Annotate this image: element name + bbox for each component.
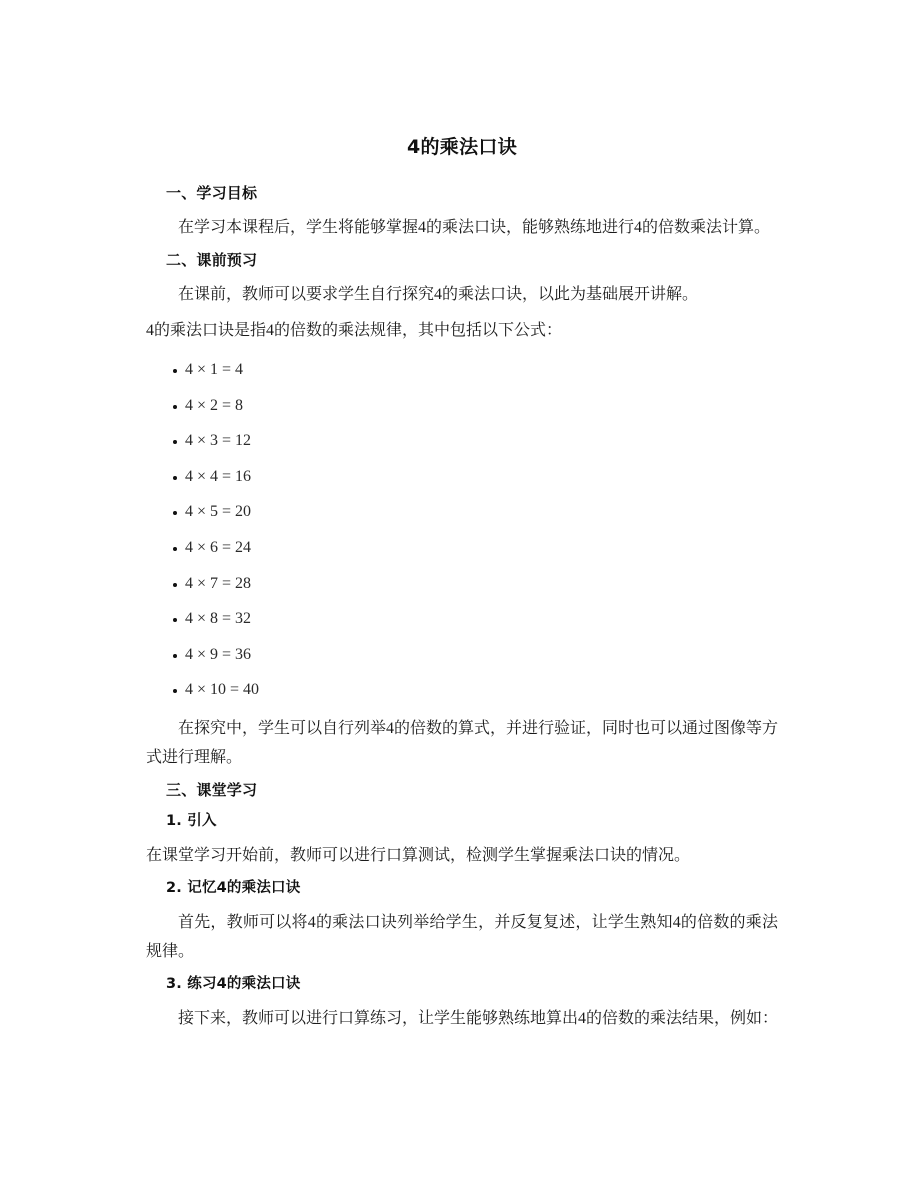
list-item: 4 × 9 = 36 bbox=[146, 637, 778, 673]
list-item: 4 × 1 = 4 bbox=[146, 352, 778, 388]
paragraph-introduction: 在课堂学习开始前，教师可以进行口算测试，检测学生掌握乘法口诀的情况。 bbox=[146, 846, 691, 864]
section-heading-preview: 二、课前预习 bbox=[166, 251, 258, 269]
section-heading-learning-goals: 一、学习目标 bbox=[166, 184, 258, 202]
subsection-heading-practice: 3. 练习4的乘法口诀 bbox=[166, 975, 301, 992]
list-item: 4 × 7 = 28 bbox=[146, 566, 778, 602]
document-text-column bbox=[146, 134, 778, 1040]
list-item: 4 × 6 = 24 bbox=[146, 530, 778, 566]
paragraph-preview-closing: 在探究中，学生可以自行列举4的倍数的算式，并进行验证，同时也可以通过图像等方式进行理解。 bbox=[146, 719, 779, 766]
list-item: 4 × 4 = 16 bbox=[146, 459, 778, 495]
page-title: 4的乘法口诀 bbox=[406, 136, 518, 158]
list-item: 4 × 8 = 32 bbox=[146, 601, 778, 637]
list-item: 4 × 5 = 20 bbox=[146, 494, 778, 530]
section-heading-classroom-study: 三、课堂学习 bbox=[166, 780, 258, 799]
subsection-heading-memorize: 2. 记忆4的乘法口诀 bbox=[166, 879, 301, 896]
list-item: 4 × 3 = 12 bbox=[146, 423, 778, 459]
list-item: 4 × 2 = 8 bbox=[146, 388, 778, 424]
paragraph-practice: 接下来，教师可以进行口算练习，让学生能够熟练地算出4的倍数的乘法结果，例如： bbox=[178, 1009, 779, 1027]
paragraph-learning-goals: 在学习本课程后，学生将能够掌握4的乘法口诀，能够熟练地进行4的倍数乘法计算。 bbox=[178, 219, 771, 236]
list-item: 4 × 10 = 40 bbox=[146, 672, 778, 708]
multiplication-formula-list bbox=[146, 352, 778, 708]
subsection-heading-introduction: 1. 引入 bbox=[166, 812, 217, 829]
paragraph-preview-intro: 在课前，教师可以要求学生自行探究4的乘法口诀，以此为基础展开讲解。 bbox=[178, 286, 699, 303]
paragraph-preview-formula-intro: 4的乘法口诀是指4的倍数的乘法规律，其中包括以下公式： bbox=[146, 322, 563, 339]
paragraph-memorize: 首先，教师可以将4的乘法口诀列举给学生，并反复复述，让学生熟知4的倍数的乘法规律。 bbox=[146, 913, 778, 960]
